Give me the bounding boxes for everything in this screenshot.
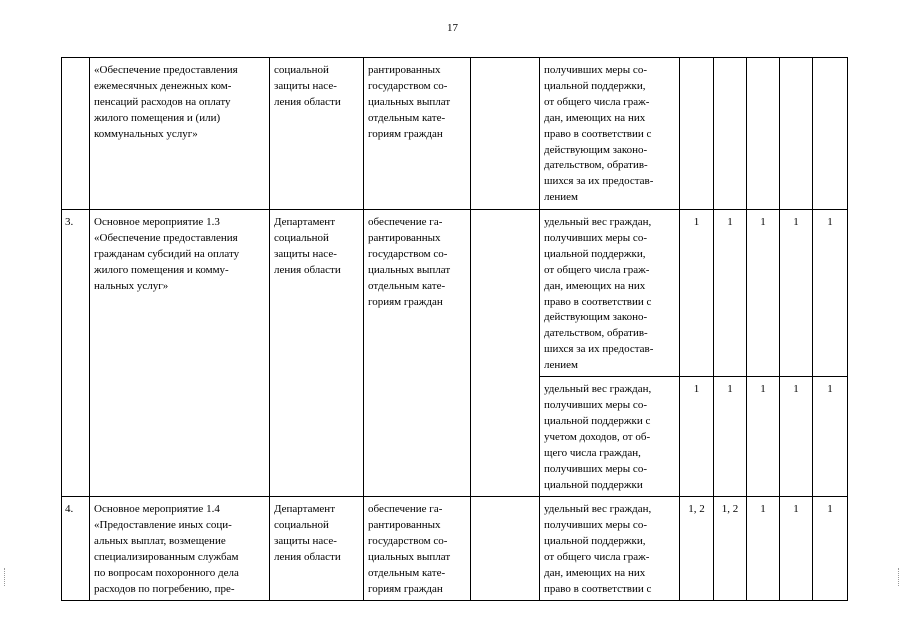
empty-cell xyxy=(471,58,540,210)
empty-cell xyxy=(471,210,540,497)
indicator-value xyxy=(813,58,848,210)
table-row xyxy=(62,210,848,377)
executor: социальной защиты насе- ления области xyxy=(270,58,364,210)
indicator-text: удельный вес граждан, получивших меры со- циальной поддержки с учетом доходов, от об- щего числа граждан, получивших меры со- циальной поддержки xyxy=(540,377,680,497)
indicator-value: 1, 2 xyxy=(680,497,714,601)
indicator-value xyxy=(680,58,714,210)
indicator-value: 1 xyxy=(680,377,714,497)
row-number xyxy=(62,58,90,210)
event-name: Основное мероприятие 1.3 «Обеспечение предоставления гражданам субсидий на оплату жилого помещения и комму- нальных услуг» xyxy=(90,210,270,497)
indicator-value: 1 xyxy=(714,377,747,497)
row-number: 3. xyxy=(62,210,90,497)
indicator-value: 1 xyxy=(813,377,848,497)
goal: рантированных государством со- циальных выплат отдельным кате- гориям граждан xyxy=(364,58,471,210)
program-events-table xyxy=(61,57,848,601)
event-name: Основное мероприятие 1.4 «Предоставление иных соци- альных выплат, возмещение специализированным службам по вопросам похоронного дела расходов по погребению, пре- xyxy=(90,497,270,601)
indicator-value xyxy=(780,58,813,210)
indicator-value: 1 xyxy=(747,377,780,497)
table-row xyxy=(62,58,848,210)
indicator-value: 1 xyxy=(747,497,780,601)
indicator-value: 1 xyxy=(813,210,848,377)
empty-cell xyxy=(471,497,540,601)
indicator-value xyxy=(714,58,747,210)
indicator-value: 1 xyxy=(747,210,780,377)
event-name: «Обеспечение предоставления ежемесячных денежных ком- пенсаций расходов на оплату жилого помещения и (или) коммунальных услуг» xyxy=(90,58,270,210)
indicator-value: 1 xyxy=(680,210,714,377)
indicator-text: получивших меры со- циальной поддержки, от общего числа граж- дан, имеющих на них право в соответствии с действующим законо- дательством, обратив- шихся за их предостав- лением xyxy=(540,58,680,210)
right-margin-mark xyxy=(898,568,901,586)
indicator-value: 1 xyxy=(780,210,813,377)
indicator-value: 1 xyxy=(780,377,813,497)
goal: обеспечение га- рантированных государством со- циальных выплат отдельным кате- гориям граждан xyxy=(364,497,471,601)
executor: Департамент социальной защиты насе- ления области xyxy=(270,210,364,497)
indicator-value: 1, 2 xyxy=(714,497,747,601)
goal: обеспечение га- рантированных государством со- циальных выплат отдельным кате- гориям граждан xyxy=(364,210,471,497)
indicator-value xyxy=(747,58,780,210)
executor: Департамент социальной защиты насе- ления области xyxy=(270,497,364,601)
indicator-text: удельный вес граждан, получивших меры со- циальной поддержки, от общего числа граж- дан, имеющих на них право в соответствии с xyxy=(540,497,680,601)
indicator-text: удельный вес граждан, получивших меры со- циальной поддержки, от общего числа граж- дан, имеющих на них право в соответствии с действующим законо- дательством, обратив- шихся за их предостав- лением xyxy=(540,210,680,377)
table-row xyxy=(62,497,848,601)
indicator-value: 1 xyxy=(780,497,813,601)
page-number: 17 xyxy=(447,22,458,34)
indicator-value: 1 xyxy=(714,210,747,377)
left-margin-mark xyxy=(4,568,7,586)
indicator-value: 1 xyxy=(813,497,848,601)
row-number: 4. xyxy=(62,497,90,601)
